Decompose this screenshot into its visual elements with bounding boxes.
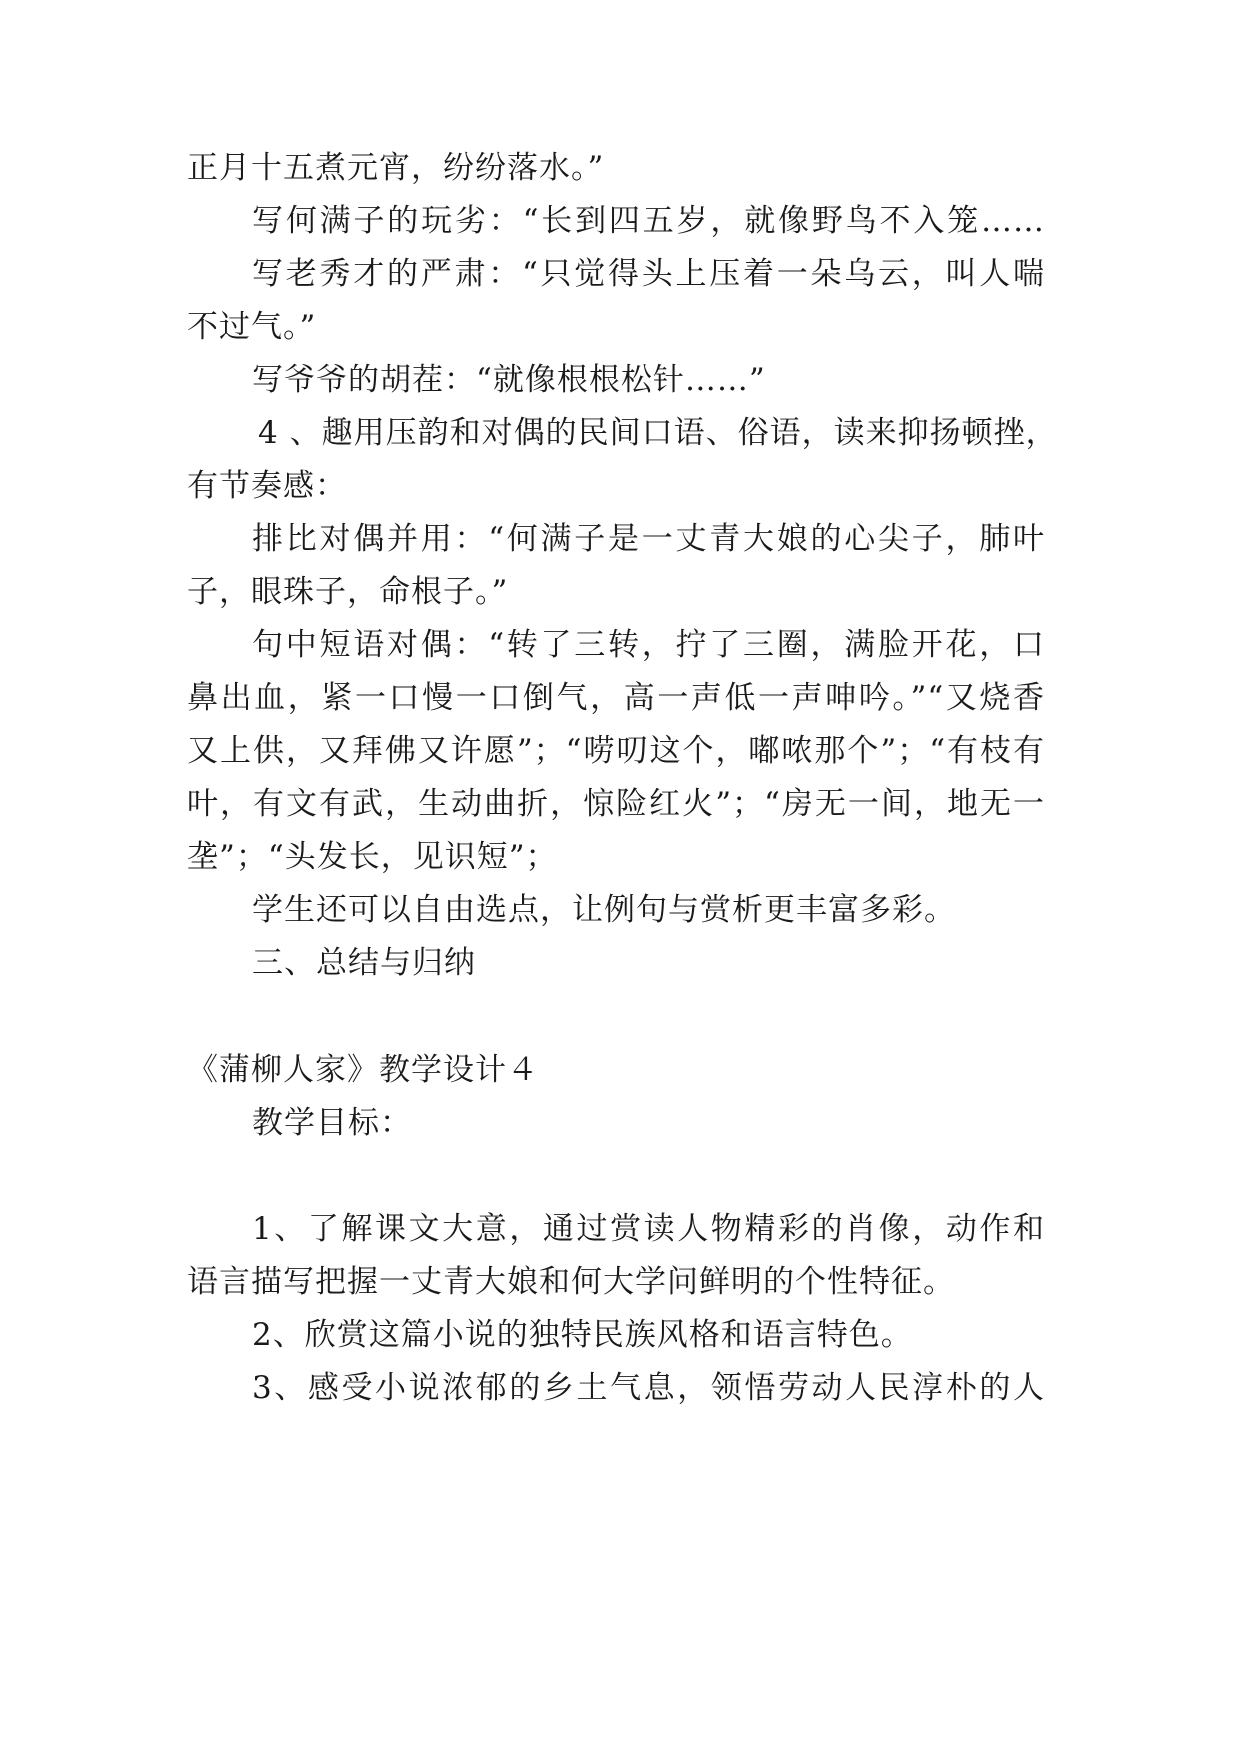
- text-line: 鼻出血，紧一口慢一口倒气，高一声低一声呻吟。”“又烧香: [187, 680, 1045, 716]
- text-line: 又上供，又拜佛又许愿”；“唠叨这个，嘟哝那个”；“有枝有: [187, 733, 1045, 769]
- text-line: 写爷爷的胡茬：“就像根根松针……”: [252, 362, 766, 398]
- text-line: 写何满子的玩劣：“长到四五岁，就像野鸟不入笼……: [252, 203, 1045, 239]
- text-line: 学生还可以自由选点，让例句与赏析更丰富多彩。: [252, 892, 956, 928]
- text-line: 不过气。”: [187, 309, 317, 345]
- section-title: 《蒲柳人家》教学设计４: [187, 1052, 539, 1088]
- text-line: 2、欣赏这篇小说的独特民族风格和语言特色。: [252, 1317, 913, 1353]
- text-line: 句中短语对偶：“转了三转，拧了三圈，满脸开花，口: [252, 627, 1045, 663]
- text-line: 排比对偶并用：“何满子是一丈青大娘的心尖子，肺叶: [252, 521, 1045, 557]
- text-line: 语言描写把握一丈青大娘和何大学问鲜明的个性特征。: [187, 1264, 955, 1300]
- text-line: 教学目标：: [252, 1105, 412, 1141]
- text-line: 子，眼珠子，命根子。”: [187, 574, 509, 610]
- text-line: 4 、趣用压韵和对偶的民间口语、俗语，读来抑扬顿挫，: [258, 415, 1058, 451]
- text-line: 垄”；“头发长，见识短”；: [187, 839, 558, 875]
- text-line: 三、总结与归纳: [252, 945, 476, 981]
- text-line: 写老秀才的严肃：“只觉得头上压着一朵乌云，叫人喘: [252, 256, 1045, 292]
- text-line: 正月十五煮元宵，纷纷落水。”: [187, 150, 605, 186]
- text-line: 3、感受小说浓郁的乡土气息，领悟劳动人民淳朴的人: [252, 1370, 1045, 1406]
- text-line: 叶，有文有武，生动曲折，惊险红火”；“房无一间，地无一: [187, 786, 1045, 822]
- text-line: 有节奏感：: [187, 468, 347, 504]
- text-line: 1、了解课文大意，通过赏读人物精彩的肖像，动作和: [252, 1211, 1045, 1247]
